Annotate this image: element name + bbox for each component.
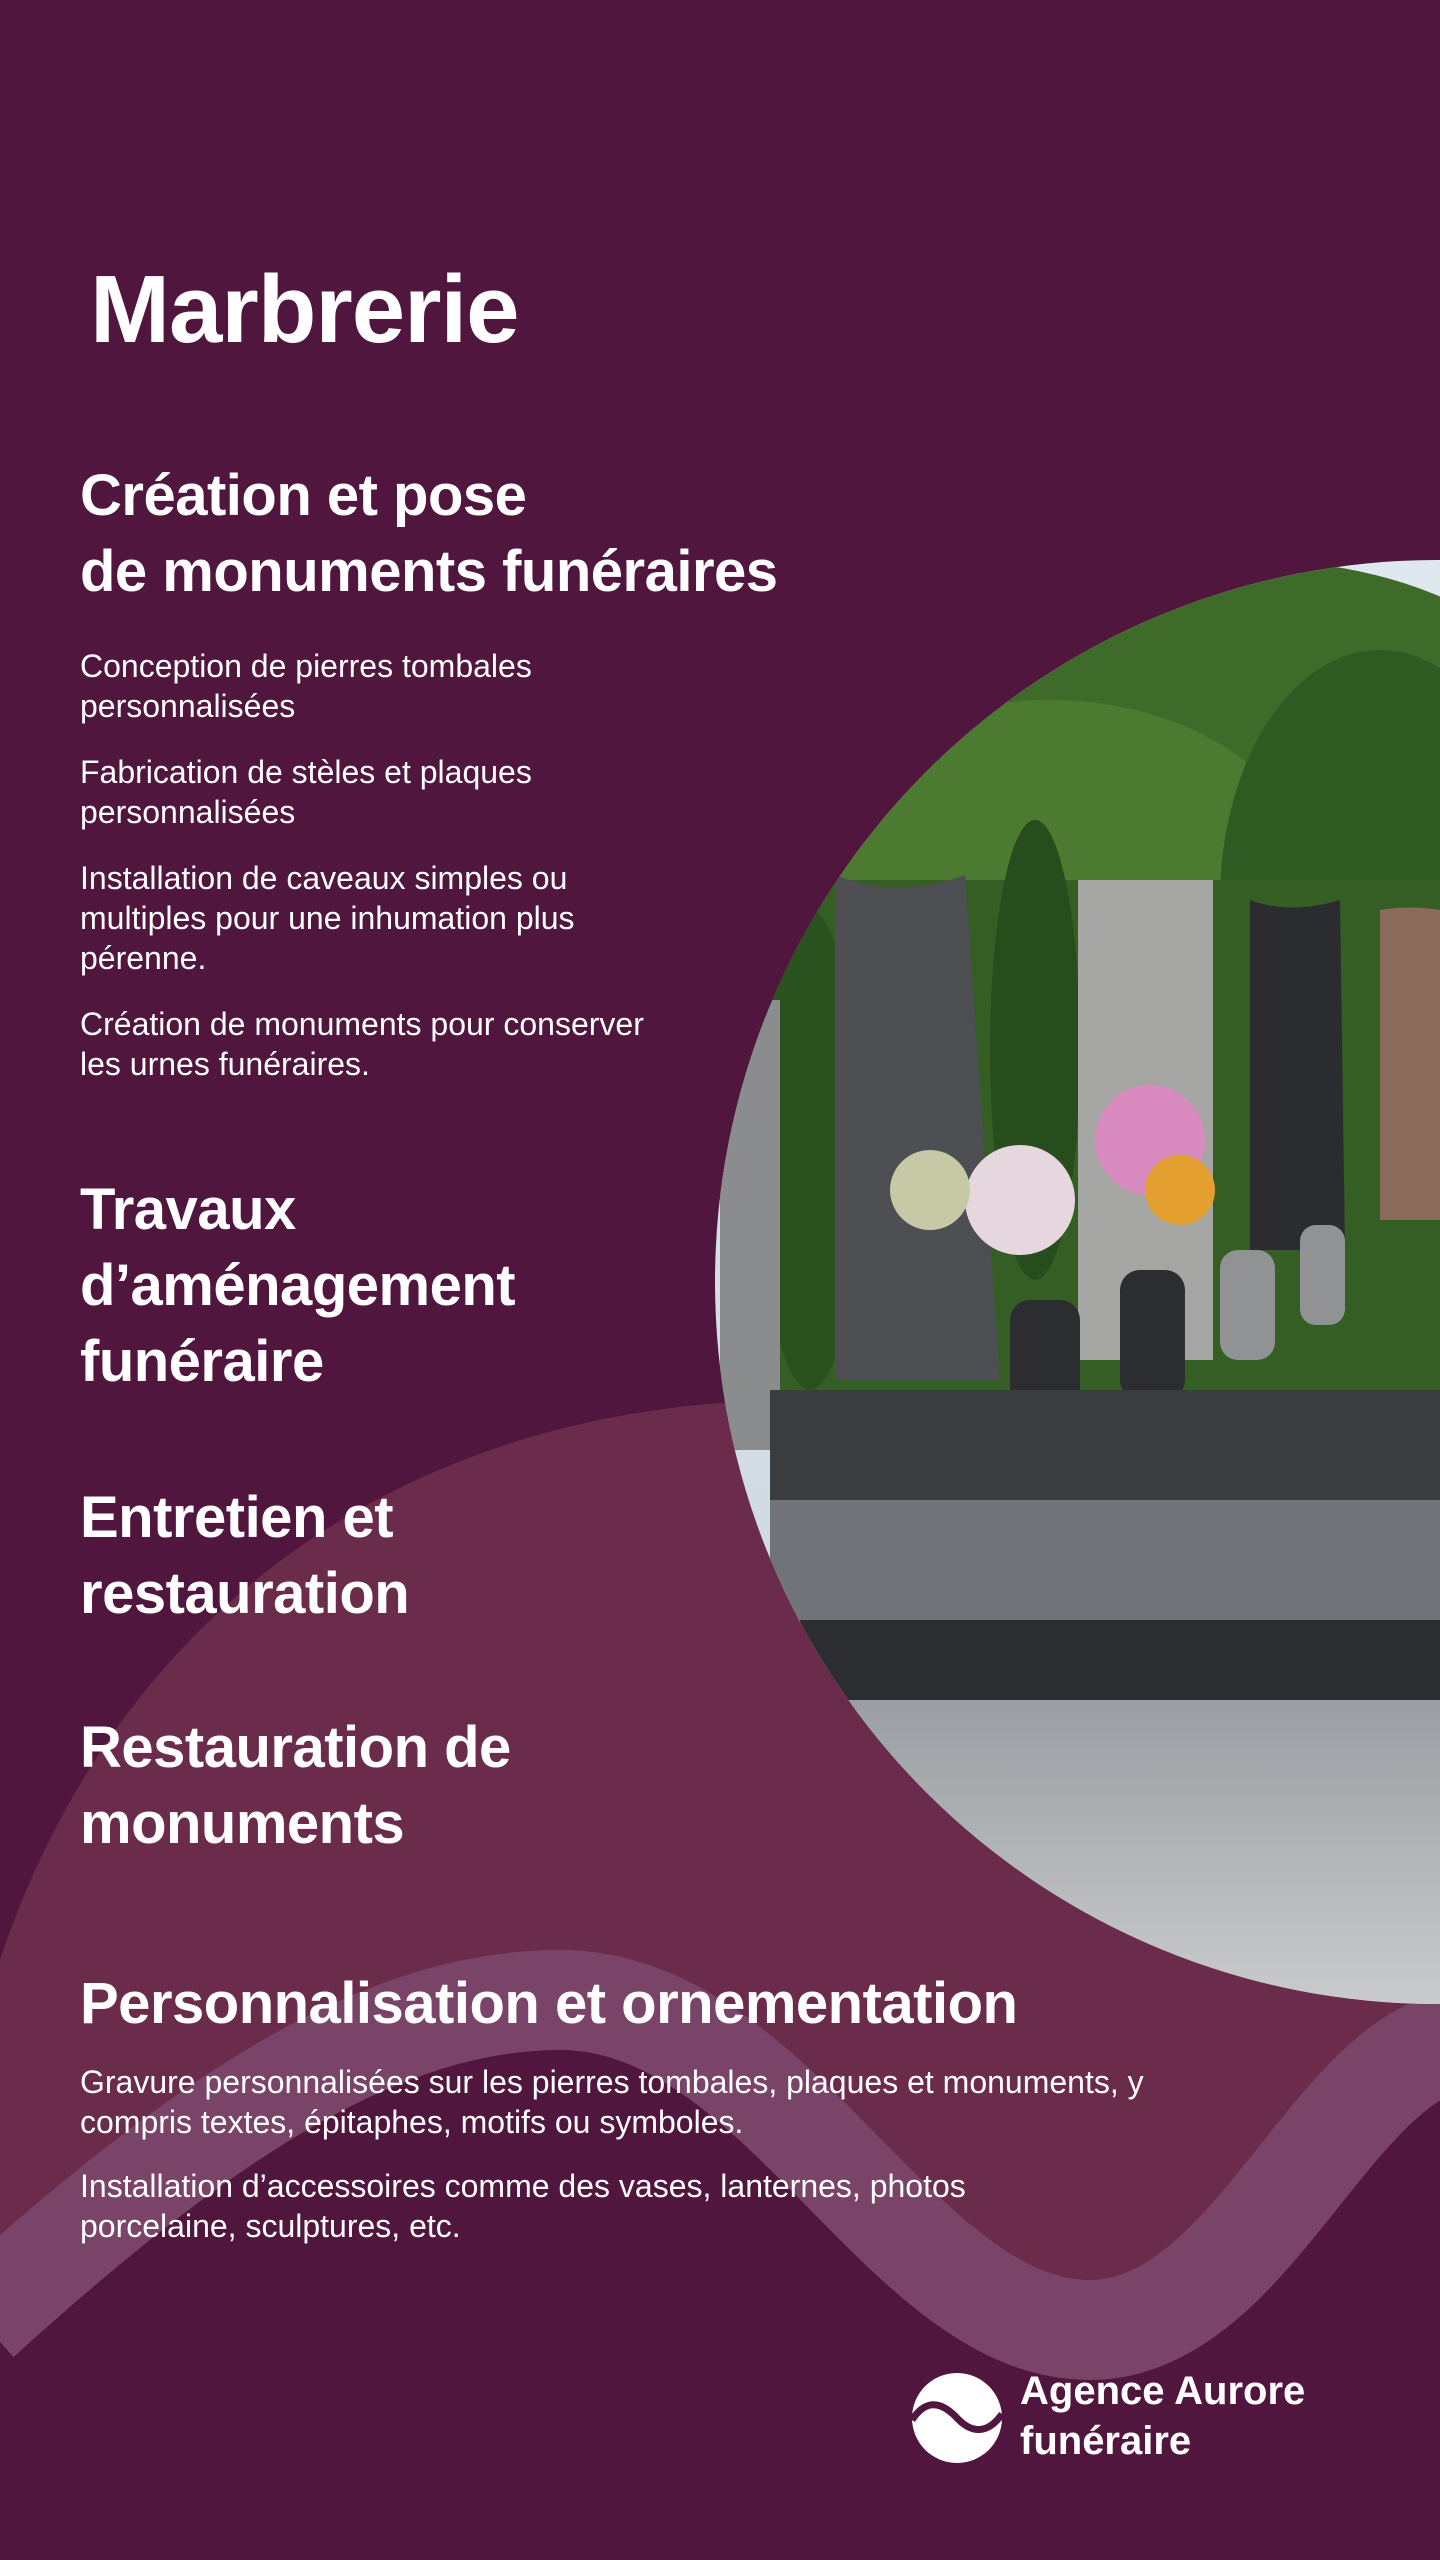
brand-logo — [1020, 2366, 1305, 2466]
logo-icon — [912, 2373, 1002, 2463]
section-heading — [80, 458, 980, 610]
list-item: Création de monuments pour conserver les urnes funéraires. — [80, 1006, 644, 1082]
section-heading — [80, 1710, 511, 1862]
list-item: Conception de pierres tombales personnalisées — [80, 648, 532, 724]
heading-line: Entretien et — [80, 1485, 394, 1550]
section-heading — [80, 1480, 409, 1632]
section-travaux — [80, 1172, 515, 1400]
list-item: Gravure personnalisées sur les pierres tombales, plaques et monuments, y compris textes, épitaphes, motifs ou symboles. — [80, 2064, 1144, 2140]
list-item: Installation d’accessoires comme des vases, lanternes, photos porcelaine, sculptures, etc. — [80, 2168, 966, 2244]
logo-line-2: funéraire — [1020, 2419, 1192, 2463]
heading-line: Travaux — [80, 1177, 296, 1242]
heading-line: Restauration de — [80, 1715, 511, 1780]
section-heading: Personnalisation et ornementation — [80, 1971, 1018, 2036]
list-item: Fabrication de stèles et plaques personnalisées — [80, 754, 532, 830]
heading-line: funéraire — [80, 1329, 324, 1394]
heading-line: restauration — [80, 1561, 410, 1626]
heading-line: de monuments funéraires — [80, 539, 778, 604]
page-title: Marbrerie — [90, 256, 519, 363]
list-item: Installation de caveaux simples ou multiples pour une inhumation plus pérenne. — [80, 860, 575, 976]
heading-line: monuments — [80, 1791, 405, 1856]
section-personnalisation — [80, 1966, 1280, 2272]
logo-line-1: Agence Aurore — [1020, 2369, 1306, 2413]
section-heading — [80, 1172, 515, 1400]
heading-line: d’aménagement — [80, 1253, 516, 1318]
section-restauration — [80, 1710, 511, 1862]
section-entretien — [80, 1480, 409, 1632]
heading-line: Création et pose — [80, 463, 527, 528]
section-creation — [80, 458, 980, 1110]
